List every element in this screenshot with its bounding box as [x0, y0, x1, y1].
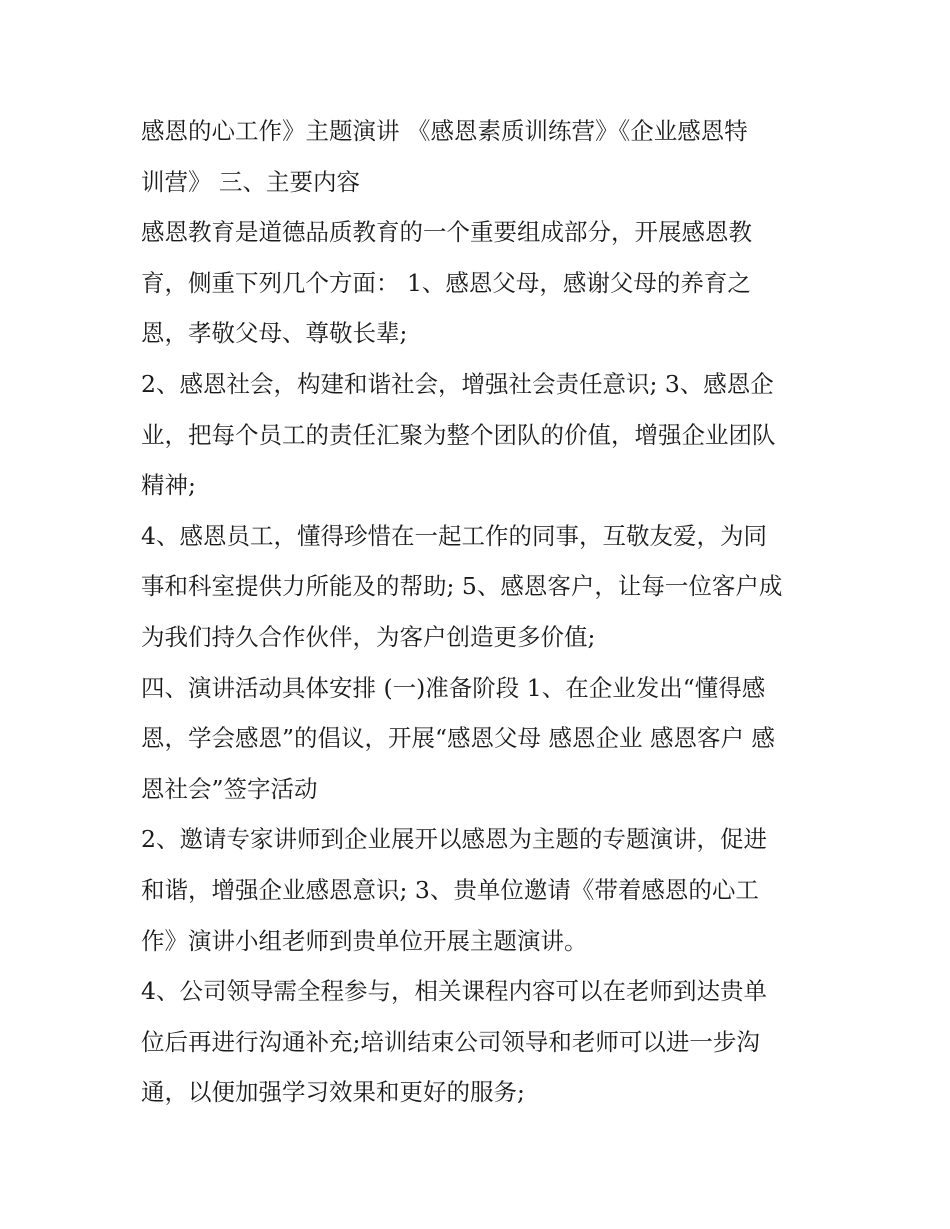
text-line: 恩，学会感恩”的倡议，开展“感恩父母 感恩企业 感恩客户 感: [141, 724, 775, 753]
document-body: [141, 106, 813, 1118]
text-line: 4、公司领导需全程参与，相关课程内容可以在老师到达贵单: [141, 977, 767, 1006]
text-line: 4、感恩员工，懂得珍惜在一起工作的同事，互敬友爱，为同: [141, 521, 767, 550]
text-line: 2、邀请专家讲师到企业展开以感恩为主题的专题演讲，促进: [141, 825, 767, 854]
paragraph-2: [141, 207, 813, 359]
text-line: 业，把每个员工的责任汇聚为整个团队的价值，增强企业团队: [141, 420, 776, 449]
text-line: 感恩的心工作》主题演讲 《感恩素质训练营》《企业感恩特: [141, 117, 748, 145]
text-line: 四、演讲活动具体安排 (一)准备阶段 1、在企业发出“懂得感: [141, 673, 766, 702]
text-line: 训营》 三、主要内容: [141, 167, 360, 196]
paragraph-5: [141, 663, 813, 815]
text-line: 精神;: [141, 471, 196, 500]
text-line: 作》演讲小组老师到贵单位开展主题演讲。: [141, 926, 588, 955]
text-line: 育，侧重下列几个方面： 1、感恩父母，感谢父母的养育之: [141, 268, 751, 297]
text-line: 2、感恩社会，构建和谐社会，增强社会责任意识; 3、感恩企: [141, 369, 774, 398]
text-line: 感恩教育是道德品质教育的一个重要组成部分，开展感恩教: [141, 218, 752, 247]
text-line: 恩社会”签字活动: [141, 774, 318, 803]
text-line: 为我们持久合作伙伴，为客户创造更多价值;: [141, 622, 596, 651]
paragraph-1: [141, 106, 813, 207]
paragraph-4: [141, 511, 813, 663]
text-line: 通，以便加强学习效果和更好的服务;: [141, 1078, 525, 1107]
paragraph-6: [141, 814, 813, 966]
text-line: 和谐，增强企业感恩意识; 3、贵单位邀请《带着感恩的心工: [141, 875, 759, 904]
text-line: 恩，孝敬父母、尊敬长辈;: [141, 319, 408, 348]
text-line: 事和科室提供力所能及的帮助; 5、感恩客户，让每一位客户成: [141, 572, 783, 601]
paragraph-7: [141, 966, 813, 1118]
text-line: 位后再进行沟通补充;培训结束公司领导和老师可以进一步沟: [141, 1027, 760, 1056]
paragraph-3: [141, 359, 813, 511]
